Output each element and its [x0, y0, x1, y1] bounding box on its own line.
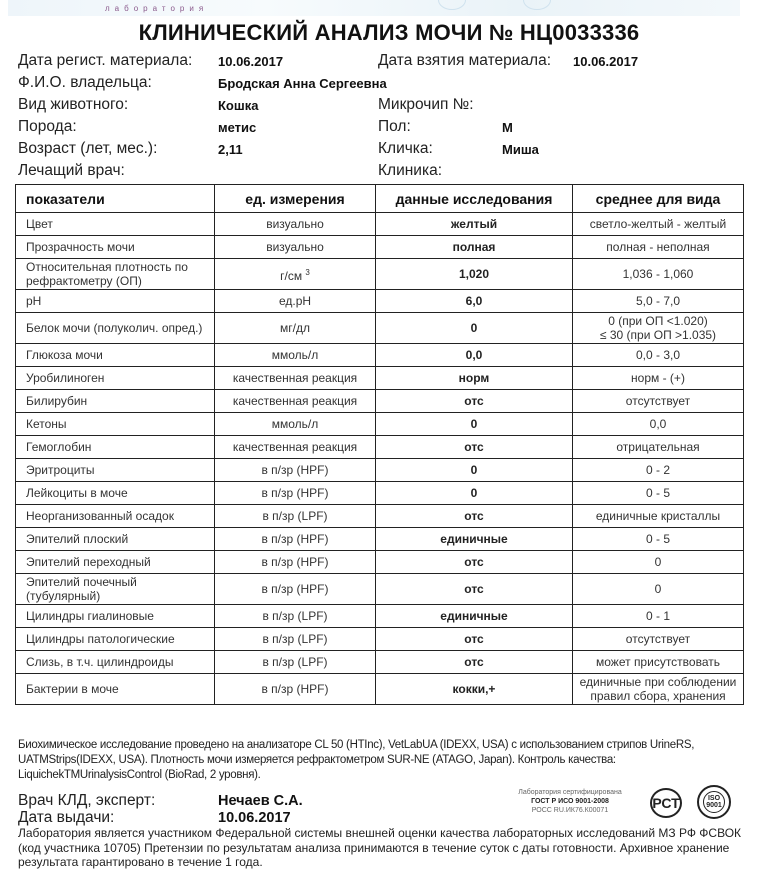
unit-cell — [215, 344, 376, 367]
reference-range — [573, 213, 744, 236]
table-row — [16, 574, 744, 605]
reference-range — [573, 628, 744, 651]
unit-text: в п/зр (HPF) — [261, 582, 329, 596]
unit-cell — [215, 551, 376, 574]
table-row — [16, 651, 744, 674]
clinic-label: Клиника: — [378, 162, 442, 179]
rst-logo-text: РСТ — [652, 795, 680, 811]
reference-line: 0 - 5 — [645, 486, 670, 500]
indicator-name: Уробилиноген — [16, 367, 215, 390]
microchip-label: Микрочип №: — [378, 96, 474, 113]
unit-text: в п/зр (HPF) — [261, 486, 329, 500]
indicator-name: Кетоны — [16, 413, 215, 436]
unit-cell — [215, 674, 376, 705]
result-value: полная — [376, 236, 573, 259]
certification-line-1: Лаборатория сертифицирована — [518, 789, 622, 796]
sample-date-label: Дата взятия материала: — [378, 52, 551, 69]
breed-value: метис — [218, 120, 257, 135]
iso-logo-number: 9001 — [706, 802, 722, 809]
lab-banner — [8, 0, 740, 16]
reference-line: 5,0 - 7,0 — [635, 294, 681, 308]
reference-line: единичные кристаллы — [595, 509, 721, 523]
footer-note: Лаборатория является участником Федеральной системы внешней оценки качества лабораторных исследований МЗ РФ ФСВОК (код участника 10705) Претензии по результатам анализа принимаются в течение суток с даты готовности. Архивное хранение результата гарантировано в течение 1 года. — [18, 826, 742, 869]
indicator-name: Слизь, в т.ч. цилиндроиды — [16, 651, 215, 674]
table-row — [16, 413, 744, 436]
owner-label: Ф.И.О. владельца: — [18, 74, 152, 91]
reference-range — [573, 313, 744, 344]
unit-cell — [215, 313, 376, 344]
unit-text: в п/зр (LPF) — [262, 509, 328, 523]
unit-text: г/см — [280, 268, 303, 283]
table-row — [16, 605, 744, 628]
column-header-reference: среднее для вида — [573, 185, 744, 213]
indicator-name: Цвет — [16, 213, 215, 236]
unit-text: в п/зр (HPF) — [261, 463, 329, 477]
reference-range — [573, 505, 744, 528]
table-row — [16, 259, 744, 290]
unit-text: визуально — [266, 240, 324, 254]
unit-text: в п/зр (HPF) — [261, 532, 329, 546]
sex-value: М — [502, 120, 513, 135]
unit-text: ммоль/л — [271, 348, 319, 362]
indicator-name: Билирубин — [16, 390, 215, 413]
nickname-label: Кличка: — [378, 140, 433, 157]
unit-cell — [215, 459, 376, 482]
unit-text: в п/зр (HPF) — [261, 682, 329, 696]
column-header-unit: ед. измерения — [215, 185, 376, 213]
reference-line: норм - (+) — [631, 371, 685, 385]
result-value: отс — [376, 551, 573, 574]
methods-note: Биохимическое исследование проведено на анализаторе CL 50 (HTInc), VetLabUA (IDEXX, USA) с использованием стрипов UrineRS, UATMStrips(IDEXX, USA). Плотность мочи измеряется рефрактометром SUR-NE (ATAGO, Japan). Контроль качества: LiquichekTMUrinalysisControl (BioRad, 2 уровня). — [18, 739, 695, 781]
column-header-indicator: показатели — [16, 185, 215, 213]
issue-date-label: Дата выдачи: — [18, 809, 115, 826]
unit-superscript: 3 — [305, 267, 310, 277]
indicator-name: Эритроциты — [16, 459, 215, 482]
table-row — [16, 436, 744, 459]
table-row — [16, 459, 744, 482]
expert-value: Нечаев С.А. — [218, 793, 303, 809]
result-value: единичные — [376, 605, 573, 628]
issue-date-value: 10.06.2017 — [218, 810, 291, 826]
doctor-label: Лечащий врач: — [18, 162, 125, 179]
reference-range — [573, 236, 744, 259]
reference-range — [573, 574, 744, 605]
table-row — [16, 290, 744, 313]
reference-line: отсутствует — [625, 632, 691, 646]
reference-line: 1,036 - 1,060 — [622, 267, 694, 281]
result-value: 0 — [376, 482, 573, 505]
reg-date-label: Дата регист. материала: — [18, 52, 193, 69]
banner-decoration-icon — [438, 0, 466, 10]
reference-line: полная - неполная — [606, 240, 710, 254]
iso-certification-logo-icon — [697, 785, 731, 819]
result-value: 1,020 — [376, 259, 573, 290]
result-value: кокки,+ — [376, 674, 573, 705]
unit-cell — [215, 213, 376, 236]
reference-line: единичные при соблюдении — [579, 675, 737, 689]
indicator-name: Эпителий плоский — [16, 528, 215, 551]
species-label: Вид животного: — [18, 96, 129, 113]
result-value: 0 — [376, 413, 573, 436]
indicator-name: Эпителий почечный (тубулярный) — [16, 574, 215, 605]
indicator-name: Белок мочи (полуколич. опред.) — [16, 313, 215, 344]
table-row — [16, 313, 744, 344]
sample-date-value: 10.06.2017 — [573, 54, 639, 69]
indicator-name: Цилиндры гиалиновые — [16, 605, 215, 628]
species-value: Кошка — [218, 98, 259, 113]
reference-range — [573, 259, 744, 290]
unit-text: в п/зр (HPF) — [261, 555, 329, 569]
unit-cell — [215, 528, 376, 551]
certification-line-3: РОСС RU.ИК76.К00071 — [531, 807, 609, 814]
indicator-name: Лейкоциты в моче — [16, 482, 215, 505]
reference-range — [573, 605, 744, 628]
column-header-result: данные исследования — [376, 185, 573, 213]
unit-text: качественная реакция — [232, 440, 358, 454]
indicator-name: Неорганизованный осадок — [16, 505, 215, 528]
unit-text: в п/зр (LPF) — [262, 609, 328, 623]
result-value: единичные — [376, 528, 573, 551]
reference-line: 0,0 — [649, 417, 667, 431]
reference-line: 0 - 2 — [645, 463, 670, 477]
unit-text: качественная реакция — [232, 371, 358, 385]
age-label: Возраст (лет, мес.): — [18, 140, 158, 157]
result-value: отс — [376, 436, 573, 459]
age-value: 2,11 — [218, 142, 243, 157]
table-row — [16, 674, 744, 705]
breed-label: Порода: — [18, 118, 77, 135]
unit-cell — [215, 574, 376, 605]
result-value: отс — [376, 628, 573, 651]
owner-value: Бродская Анна Сергеевна — [218, 76, 387, 91]
result-value: 6,0 — [376, 290, 573, 313]
reference-range — [573, 528, 744, 551]
unit-cell — [215, 390, 376, 413]
indicator-name: Глюкоза мочи — [16, 344, 215, 367]
table-row — [16, 367, 744, 390]
reg-date-value: 10.06.2017 — [218, 54, 284, 69]
unit-cell — [215, 628, 376, 651]
result-value: отс — [376, 505, 573, 528]
result-value: желтый — [376, 213, 573, 236]
reference-range — [573, 674, 744, 705]
unit-cell — [215, 651, 376, 674]
indicator-name: Цилиндры патологические — [16, 628, 215, 651]
table-header-row — [16, 185, 744, 213]
table-row — [16, 344, 744, 367]
unit-cell — [215, 505, 376, 528]
indicator-name: pH — [16, 290, 215, 313]
reference-range — [573, 551, 744, 574]
reference-line: 0 (при ОП <1.020) — [608, 314, 708, 328]
table-row — [16, 236, 744, 259]
results-table — [15, 184, 744, 705]
reference-line: отрицательная — [616, 440, 700, 454]
indicator-name: Бактерии в моче — [16, 674, 215, 705]
indicator-name: Относительная плотность по рефрактометру (ОП) — [16, 259, 215, 290]
reference-line: 0 — [654, 555, 662, 569]
reference-line: отсутствует — [625, 394, 691, 408]
indicator-name: Эпителий переходный — [16, 551, 215, 574]
result-value: норм — [376, 367, 573, 390]
rst-certification-logo-icon — [650, 788, 682, 818]
reference-line: может присутствовать — [596, 655, 720, 669]
reference-range — [573, 344, 744, 367]
iso-logo-text: ISO — [707, 795, 721, 802]
reference-range — [573, 290, 744, 313]
unit-cell — [215, 436, 376, 459]
reference-line: 0,0 - 3,0 — [635, 348, 681, 362]
reference-line: 0 - 1 — [645, 609, 670, 623]
result-value: 0 — [376, 459, 573, 482]
result-value: 0,0 — [376, 344, 573, 367]
reference-range — [573, 367, 744, 390]
reference-range — [573, 459, 744, 482]
unit-cell — [215, 259, 376, 290]
table-row — [16, 482, 744, 505]
reference-range — [573, 390, 744, 413]
reference-range — [573, 651, 744, 674]
indicator-name: Прозрачность мочи — [16, 236, 215, 259]
reference-line: 0 — [654, 582, 662, 596]
reference-range — [573, 436, 744, 459]
page-title: КЛИНИЧЕСКИЙ АНАЛИЗ МОЧИ № НЦ0033336 — [138, 20, 640, 45]
table-row — [16, 505, 744, 528]
reference-range — [573, 413, 744, 436]
certification-line-2: ГОСТ Р ИСО 9001-2008 — [531, 798, 609, 805]
result-value: отс — [376, 574, 573, 605]
result-value: отс — [376, 651, 573, 674]
unit-text: в п/зр (LPF) — [262, 632, 328, 646]
unit-text: визуально — [266, 217, 324, 231]
table-row — [16, 551, 744, 574]
certification-block — [505, 788, 635, 815]
unit-text: в п/зр (LPF) — [262, 655, 328, 669]
reference-line: светло-желтый - желтый — [589, 217, 727, 231]
unit-text: ед.pH — [278, 294, 312, 308]
reference-line: ≤ 30 (при ОП >1.035) — [599, 328, 717, 342]
table-row — [16, 628, 744, 651]
indicator-name: Гемоглобин — [16, 436, 215, 459]
nickname-value: Миша — [502, 142, 539, 157]
unit-cell — [215, 482, 376, 505]
unit-text: мг/дл — [280, 321, 310, 335]
sex-label: Пол: — [378, 118, 411, 135]
unit-cell — [215, 367, 376, 390]
reference-line: правил сбора, хранения — [590, 689, 726, 703]
unit-cell — [215, 290, 376, 313]
banner-decoration-icon — [523, 0, 551, 10]
result-value: 0 — [376, 313, 573, 344]
unit-cell — [215, 413, 376, 436]
reference-range — [573, 482, 744, 505]
unit-text: ммоль/л — [271, 417, 319, 431]
table-row — [16, 390, 744, 413]
table-row — [16, 528, 744, 551]
unit-cell — [215, 236, 376, 259]
lab-banner-subtitle: лаборатория — [105, 4, 209, 13]
result-value: отс — [376, 390, 573, 413]
unit-text: качественная реакция — [232, 394, 358, 408]
unit-cell — [215, 605, 376, 628]
reference-line: 0 - 5 — [645, 532, 670, 546]
table-row — [16, 213, 744, 236]
expert-label: Врач КЛД, эксперт: — [18, 792, 156, 809]
